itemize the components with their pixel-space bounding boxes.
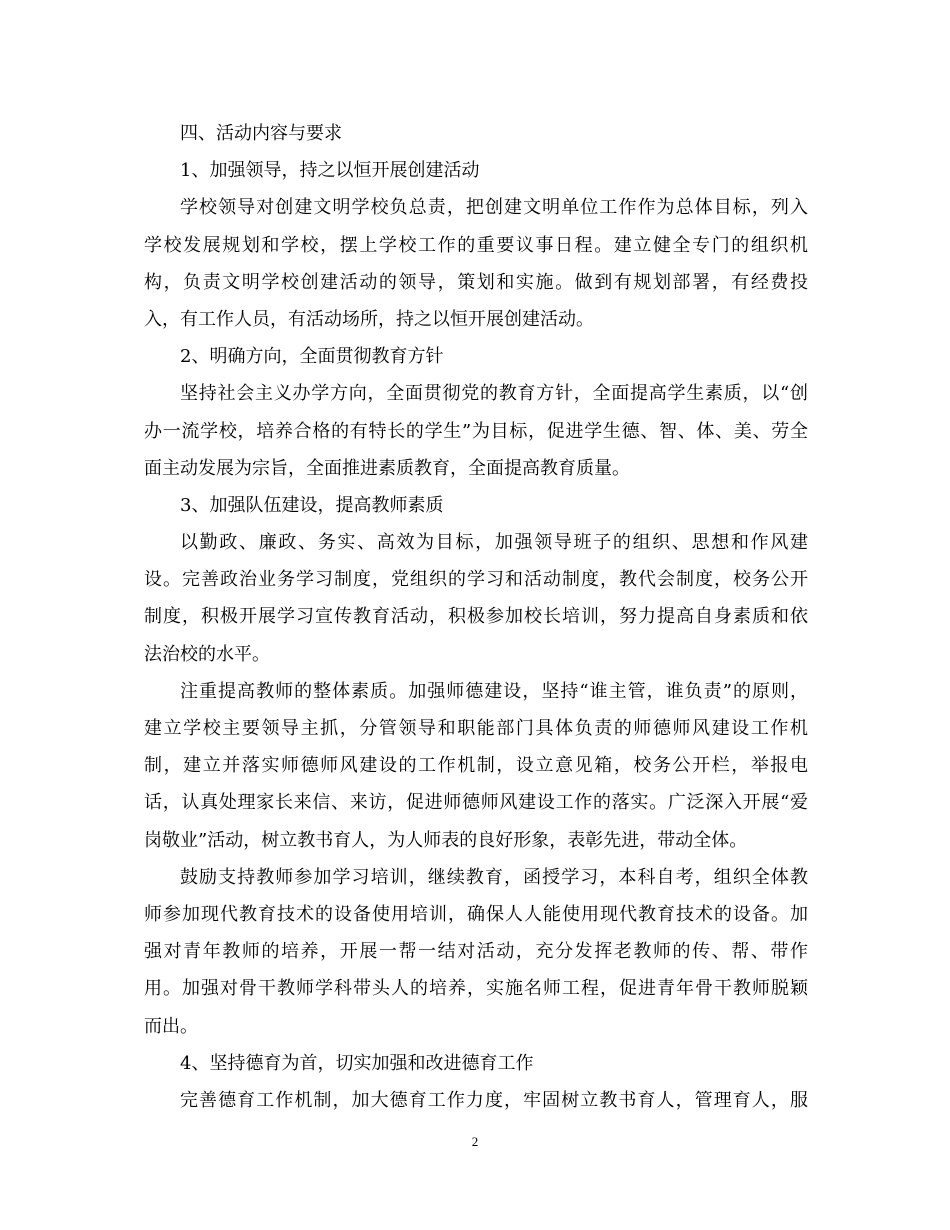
text-line: 注重提高教师的整体素质。加强师德建设，坚持“谁主管，谁负责”的原则， — [180, 680, 808, 702]
text-line: 岗敬业”活动，树立教书育人，为人师表的良好形象，表彰先进，带动全体。 — [144, 829, 748, 851]
text-line: 完善德育工作机制，加大德育工作力度，牢固树立教书育人，管理育人，服 — [180, 1089, 808, 1111]
text-line: 法治校的水平。 — [144, 643, 270, 665]
text-line: 构，负责文明学校创建活动的领导，策划和实施。做到有规划部署，有经费投 — [144, 271, 808, 293]
text-line: 强对青年教师的培养，开展一帮一结对活动，充分发挥老教师的传、帮、带作 — [144, 941, 808, 963]
text-line: 学校发展规划和学校，摆上学校工作的重要议事日程。建立健全专门的组织机 — [144, 234, 808, 256]
text-line: 1、加强领导，持之以恒开展创建活动 — [180, 160, 480, 182]
text-line: 四、活动内容与要求 — [180, 123, 342, 144]
text-line: 鼓励支持教师参加学习培训，继续教育，函授学习，本科自考，组织全体教 — [180, 866, 808, 888]
text-line: 2、明确方向，全面贯彻教育方针 — [180, 346, 444, 368]
text-line: 3、加强队伍建设，提高教师素质 — [180, 494, 444, 516]
text-line: 办一流学校，培养合格的有特长的学生”为目标，促进学生德、智、体、美、劳全 — [144, 420, 808, 442]
document-body — [144, 115, 808, 1119]
text-line: 学校领导对创建文明学校负总责，把创建文明单位工作作为总体目标，列入 — [180, 197, 808, 219]
text-line: 而出。 — [144, 1015, 198, 1037]
page-number: 2 — [471, 1134, 479, 1149]
text-line: 建立学校主要领导主抓，分管领导和职能部门具体负责的师德师风建设工作机 — [144, 718, 808, 739]
text-line: 入，有工作人员，有活动场所，持之以恒开展创建活动。 — [144, 308, 594, 330]
text-line: 用。加强对骨干教师学科带头人的培养，实施名师工程，促进青年骨干教师脱颖 — [144, 978, 808, 1000]
text-line: 话，认真处理家长来信、来访，促进师德师风建设工作的落实。广泛深入开展“爱 — [144, 792, 808, 814]
text-line: 坚持社会主义办学方向，全面贯彻党的教育方针，全面提高学生素质，以“创 — [180, 383, 808, 405]
text-line: 制度，积极开展学习宣传教育活动，积极参加校长培训，努力提高自身素质和依 — [144, 606, 808, 628]
text-line: 4、坚持德育为首，切实加强和改进德育工作 — [180, 1052, 534, 1074]
text-line: 制，建立并落实师德师风建设的工作机制，设立意见箱，校务公开栏，举报电 — [144, 755, 808, 777]
text-line: 面主动发展为宗旨，全面推进素质教育，全面提高教育质量。 — [144, 457, 630, 479]
text-line: 以勤政、廉政、务实、高效为目标，加强领导班子的组织、思想和作风建 — [180, 532, 808, 554]
text-line: 设。完善政治业务学习制度，党组织的学习和活动制度，教代会制度，校务公开 — [144, 569, 808, 591]
text-line: 师参加现代教育技术的设备使用培训，确保人人能使用现代教育技术的设备。加 — [144, 903, 808, 925]
